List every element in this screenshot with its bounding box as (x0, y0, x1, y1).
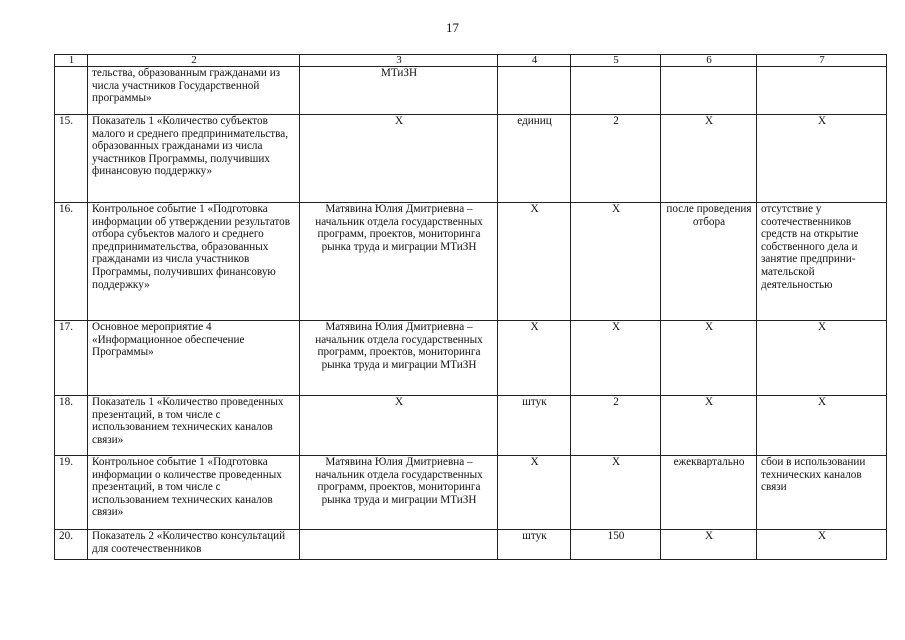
row-name: Показатель 2 «Количество консультаций для соотечественников (88, 530, 300, 560)
row-deadline: Х (661, 530, 757, 560)
row-number: 18. (55, 396, 88, 456)
row-responsible: Матявина Юлия Дмитриевна – начальник отдела государственных программ, проектов, мониторинга рынка труда и миграции МТиЗН (300, 321, 498, 396)
col-header-2: 2 (88, 55, 300, 67)
row-number: 20. (55, 530, 88, 560)
row-responsible: Х (300, 115, 498, 203)
row-unit: Х (498, 203, 571, 321)
row-value: 2 (571, 115, 661, 203)
row-value: 150 (571, 530, 661, 560)
row-number: 17. (55, 321, 88, 396)
page-number: 17 (446, 20, 459, 35)
row-value: 2 (571, 396, 661, 456)
table-row (55, 396, 887, 456)
row-number: 15. (55, 115, 88, 203)
col-header-5: 5 (571, 55, 661, 67)
row-deadline: Х (661, 396, 757, 456)
row-responsible: Матявина Юлия Дмитриевна – начальник отдела государственных программ, проектов, мониторинга рынка труда и миграции МТиЗН (300, 456, 498, 530)
row-name: Контрольное событие 1 «Подготовка информации о количестве проведенных презентаций, в том числе с использованием технических каналов связи» (88, 456, 300, 530)
row-name: тельства, образованным гражданами из числа участников Государственной программы» (88, 67, 300, 115)
row-responsible: Матявина Юлия Дмитриевна – начальник отдела государственных программ, проектов, мониторинга рынка труда и миграции МТиЗН (300, 203, 498, 321)
row-deadline: ежеквартально (661, 456, 757, 530)
row-risk: Х (757, 321, 887, 396)
row-value: Х (571, 321, 661, 396)
plan-table (54, 54, 887, 560)
row-deadline: после проведения отбора (661, 203, 757, 321)
row-deadline: Х (661, 115, 757, 203)
row-number: 16. (55, 203, 88, 321)
row-number: 19. (55, 456, 88, 530)
col-header-7: 7 (757, 55, 887, 67)
table-row (55, 115, 887, 203)
row-unit: единиц (498, 115, 571, 203)
row-unit: Х (498, 321, 571, 396)
col-header-6: 6 (661, 55, 757, 67)
row-value (571, 67, 661, 115)
table-row (55, 203, 887, 321)
row-name: Показатель 1 «Количество субъектов малого и среднего предпринимательства, образованных гражданами из числа участников Программы, получивших финансовую поддержку» (88, 115, 300, 203)
row-risk: Х (757, 530, 887, 560)
row-value: Х (571, 203, 661, 321)
row-unit: штук (498, 396, 571, 456)
row-risk: Х (757, 115, 887, 203)
row-unit: штук (498, 530, 571, 560)
row-name: Основное мероприятие 4 «Информационное обеспечение Программы» (88, 321, 300, 396)
row-risk: Х (757, 396, 887, 456)
header-row (55, 55, 887, 67)
row-responsible (300, 530, 498, 560)
table-row (55, 456, 887, 530)
row-name: Контрольное событие 1 «Подготовка информации об утверждении результатов отбора субъектов малого и среднего предпринимательства, образованных гражданами из числа участников Программы, получивших финансовую поддержку» (88, 203, 300, 321)
row-value: Х (571, 456, 661, 530)
row-risk: отсутствие у соотечественников средств на открытие собственного дела и занятие предприни-мательской деятельностью (757, 203, 887, 321)
table-row (55, 530, 887, 560)
row-responsible: МТиЗН (300, 67, 498, 115)
row-unit: Х (498, 456, 571, 530)
col-header-3: 3 (300, 55, 498, 67)
row-risk (757, 67, 887, 115)
row-name: Показатель 1 «Количество проведенных презентаций, в том числе с использованием технических каналов связи» (88, 396, 300, 456)
row-unit (498, 67, 571, 115)
row-responsible: Х (300, 396, 498, 456)
row-risk: сбои в использовании технических каналов связи (757, 456, 887, 530)
row-number (55, 67, 88, 115)
row-deadline (661, 67, 757, 115)
col-header-1: 1 (55, 55, 88, 67)
row-deadline: Х (661, 321, 757, 396)
col-header-4: 4 (498, 55, 571, 67)
table-row (55, 321, 887, 396)
table-row (55, 67, 887, 115)
